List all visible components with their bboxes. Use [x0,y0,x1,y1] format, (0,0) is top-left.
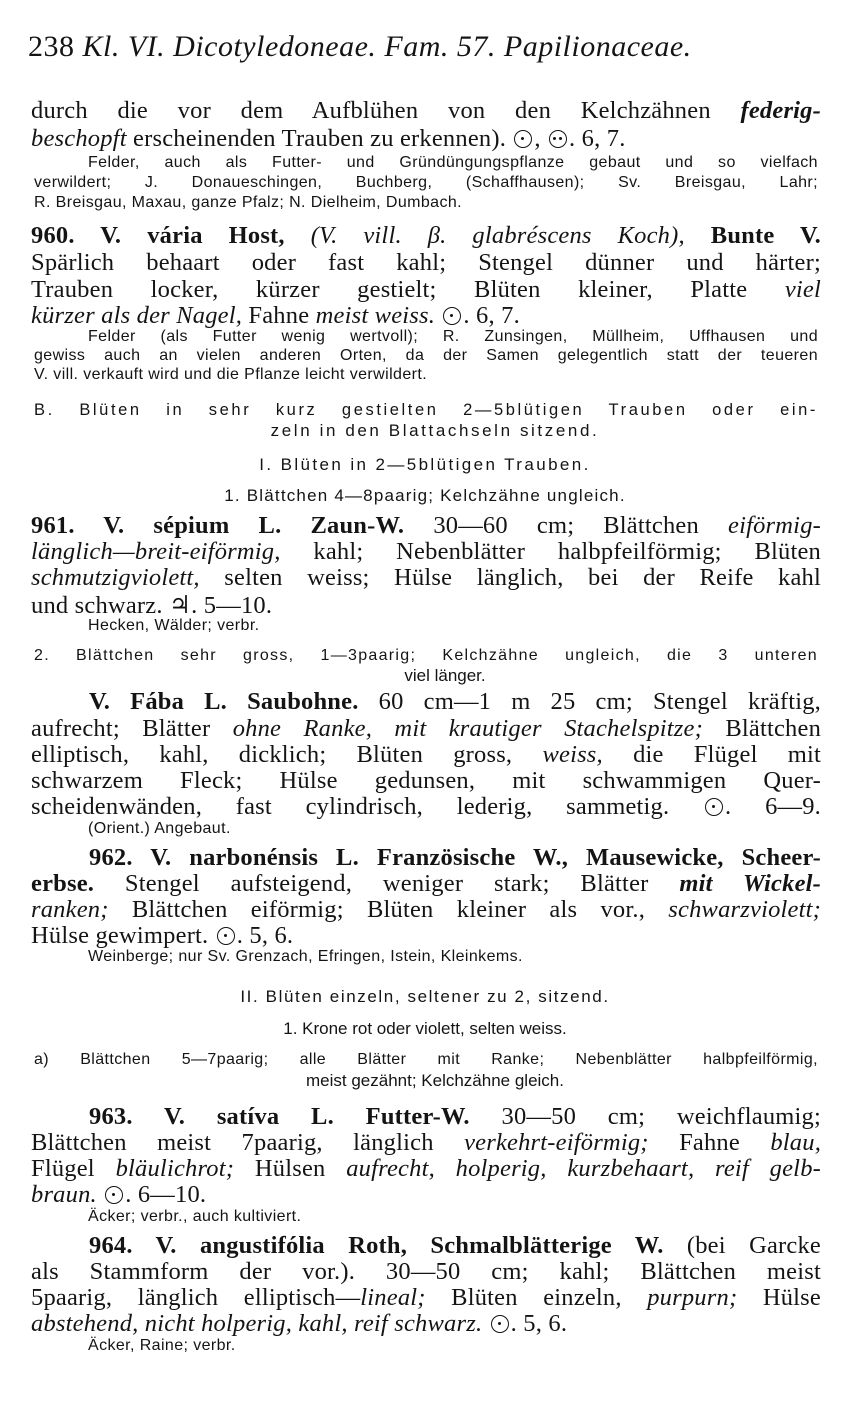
synonym: (V. vill. β. glabréscens Koch), [310,222,685,249]
key-a-line-2: meist gezähnt; Kelchzähne gleich. [306,1071,564,1090]
key-a-line-1: a) Blättchen 5—7paarig; alle Blätter mit Ranke; Nebenblätter halbpfeilförmig, [34,1051,818,1068]
text: Fahne [679,1129,740,1156]
intro-line-2 [31,125,821,153]
intro-habitat-3: R. Breisgau, Maxau, ganze Pfalz; N. Dielheim, Dumbach. [34,194,462,211]
species-962-habitat: Weinberge; nur Sv. Grenzach, Efringen, Istein, Kleinkems. [88,948,523,965]
common-name: erbse. [31,870,95,897]
species-960-line-1 [31,222,821,250]
key-1: 1. Blättchen 4—8paarig; Kelchzähne ungleich. [224,486,626,505]
species-964-line-4 [31,1310,821,1338]
text-italic: blau, [770,1129,822,1156]
species-name: 963. V. satíva L. [89,1103,334,1130]
common-name: Futter-W. [365,1103,470,1130]
text: 5paarig, länglich elliptisch— [31,1284,361,1311]
text-italic: purpurn; [647,1284,738,1311]
text-italic: beschopft [31,125,127,152]
text: (bei Garcke [686,1232,822,1259]
text-italic: weiss, [542,741,603,768]
key-b-line-2: zeln in den Blattachseln sitzend. [270,421,600,440]
text: . 6, 7. [463,302,520,329]
text: elliptisch, kahl, dicklich; Blüten gross, [31,741,513,768]
species-faba-line-2 [31,715,821,743]
text-italic: braun. [31,1181,97,1208]
text: Hülse gewimpert. [31,922,209,949]
species-964-line-3 [31,1284,821,1312]
text: . 5, 6. [510,1310,568,1337]
species-962-line-4 [31,922,821,950]
key-2-line-1: 2. Blättchen sehr gross, 1—3paarig; Kelchzähne ungleich, die 3 unteren [34,647,818,664]
text: Blüten einzeln, [451,1284,622,1311]
annual-symbol-icon [491,1315,509,1333]
common-name: Zaun-W. [310,512,405,539]
species-962-line-2 [31,870,821,898]
text: . 6—10. [125,1181,207,1208]
species-964-habitat: Äcker, Raine; verbr. [88,1337,236,1354]
text-italic: meist weiss. [315,302,436,329]
species-faba-line-5 [31,793,821,821]
running-title: Kl. VI. Dicotyledoneae. Fam. 57. Papilionaceae. [82,30,692,63]
species-961-habitat: Hecken, Wälder; verbr. [88,617,260,634]
intro-habitat-1: Felder, auch als Futter- und Gründüngungspflanze gebaut und so vielfach [88,154,818,171]
text-italic: eiförmig- [728,512,821,539]
species-name: V. Fába L. [89,688,228,715]
text: scheidenwänden, fast cylindrisch, lederig, sammetig. [31,793,670,820]
species-964-line-1 [31,1232,821,1260]
species-963-line-2 [31,1129,821,1157]
species-961-line-4: und schwarz. ♃. 5—10. [31,592,273,619]
annual-symbol-icon [514,130,532,148]
text-italic: kürzer als der Nagel, [31,302,243,329]
species-name: 964. V. angustifólia Roth, [89,1232,408,1259]
common-name: Schmalblätterige W. [430,1232,664,1259]
species-960-line-4 [31,302,821,330]
species-962-line-1 [31,844,821,872]
species-name: 961. V. sépium L. [31,512,282,539]
species-964-line-2: als Stammform der vor.). 30—50 cm; kahl; Blättchen meist [31,1258,821,1285]
text: 30—50 cm; weichflaumig; [501,1103,821,1130]
text: erscheinenden Trauben zu erkennen). [133,125,507,152]
text: Blättchen meist 7paarig, länglich [31,1129,434,1156]
text-italic: mit Wickel- [679,870,822,897]
text: . 5, 6. [236,922,294,949]
text: Flügel [31,1155,95,1182]
species-faba-habitat: (Orient.) Angebaut. [88,820,231,837]
species-961-line-3 [31,564,821,592]
annual-symbol-icon [217,927,235,945]
text-italic: aufrecht, holperig, kurzbehaart, reif gelb- [346,1155,822,1182]
intro-line-1 [31,97,821,125]
species-963-line-1 [31,1103,821,1131]
text: aufrecht; Blätter [31,715,211,742]
species-960-habitat-2: gewiss auch an vielen anderen Orten, da der Samen gelegentlich statt der teueren [34,347,818,364]
text: Fahne [248,302,310,329]
species-960-line-3 [31,276,821,304]
key-ii-1: 1. Krone rot oder violett, selten weiss. [283,1019,567,1038]
text: durch die vor dem Aufblühen von den Kelchzähnen [31,97,711,124]
species-961-line-2 [31,538,821,566]
page-number: 238 [28,30,75,63]
text-italic: federig- [740,97,821,124]
common-name: Französische W., Mausewicke, Scheer- [376,844,821,871]
key-b-line-1: B. Blüten in sehr kurz gestielten 2—5blütigen Trauben oder ein- [34,401,818,419]
key-i: I. Blüten in 2—5blütigen Trauben. [259,455,591,474]
species-name: 962. V. narbonénsis L. [89,844,359,871]
text-italic: ohne Ranke, mit krautiger Stachelspitze; [232,715,703,742]
text: Hülse [762,1284,821,1311]
common-name: Saubohne. [247,688,359,715]
text: Hülsen [254,1155,326,1182]
annual-symbol-icon [705,798,723,816]
text: . 6—9. [725,793,821,820]
intro-habitat-2: verwildert; J. Donaueschingen, Buchberg, (Schaffhausen); Sv. Breisgau, Lahr; [34,174,818,191]
key-2-line-2: viel länger. [404,666,486,685]
text: die Flügel mit [633,741,822,768]
text-italic: schmutzigviolett, [31,564,200,591]
species-963-line-3 [31,1155,821,1183]
text-italic: bläulichrot; [115,1155,235,1182]
text: Blättchen [725,715,822,742]
text: . 6, 7. [569,125,626,152]
species-960-line-2: Spärlich behaart oder fast kahl; Stengel dünner und härter; [31,249,821,276]
common-name: Bunte V. [710,222,822,249]
annual-symbol-icon [443,307,461,325]
biennial-symbol-icon [549,130,567,148]
species-960-habitat-3: V. vill. verkauft wird und die Pflanze leicht verwildert. [34,366,428,383]
text-italic: länglich—breit-eiförmig, [31,538,281,565]
species-name: 960. V. vária Host, [31,222,285,249]
species-961-line-1 [31,512,821,540]
running-header [28,30,692,64]
species-faba-line-4: schwarzem Fleck; Hülse gedunsen, mit schwammigen Quer- [31,767,821,794]
annual-symbol-icon [105,1186,123,1204]
text-italic: lineal; [360,1284,426,1311]
text: , [534,125,541,152]
species-faba-line-3 [31,741,821,769]
text-italic: ranken; [31,896,109,923]
text-italic: schwarzviolett; [668,896,822,923]
species-962-line-3 [31,896,821,924]
text: 30—60 cm; Blättchen [433,512,699,539]
text-italic: abstehend, nicht holperig, kahl, reif schwarz. [31,1310,483,1337]
species-960-habitat-1: Felder (als Futter wenig wertvoll); R. Zunsingen, Müllheim, Uffhausen und [88,328,818,345]
text: Trauben locker, kürzer gestielt; Blüten kleiner, Platte [31,276,748,303]
text-italic: viel [784,276,821,303]
text: kahl; Nebenblätter halbpfeilförmig; Blüten [313,538,821,565]
text: Stengel aufsteigend, weniger stark; Blätter [124,870,649,897]
key-ii: II. Blüten einzeln, seltener zu 2, sitzend. [240,987,610,1006]
text: Blättchen eiförmig; Blüten kleiner als vor., [131,896,646,923]
text: selten weiss; Hülse länglich, bei der Reife kahl [224,564,821,591]
text-italic: verkehrt-eiförmig; [464,1129,649,1156]
species-faba-line-1 [31,688,821,716]
text: 60 cm—1 m 25 cm; Stengel kräftig, [378,688,821,715]
species-963-habitat: Äcker; verbr., auch kultiviert. [88,1208,302,1225]
species-963-line-4 [31,1181,821,1209]
